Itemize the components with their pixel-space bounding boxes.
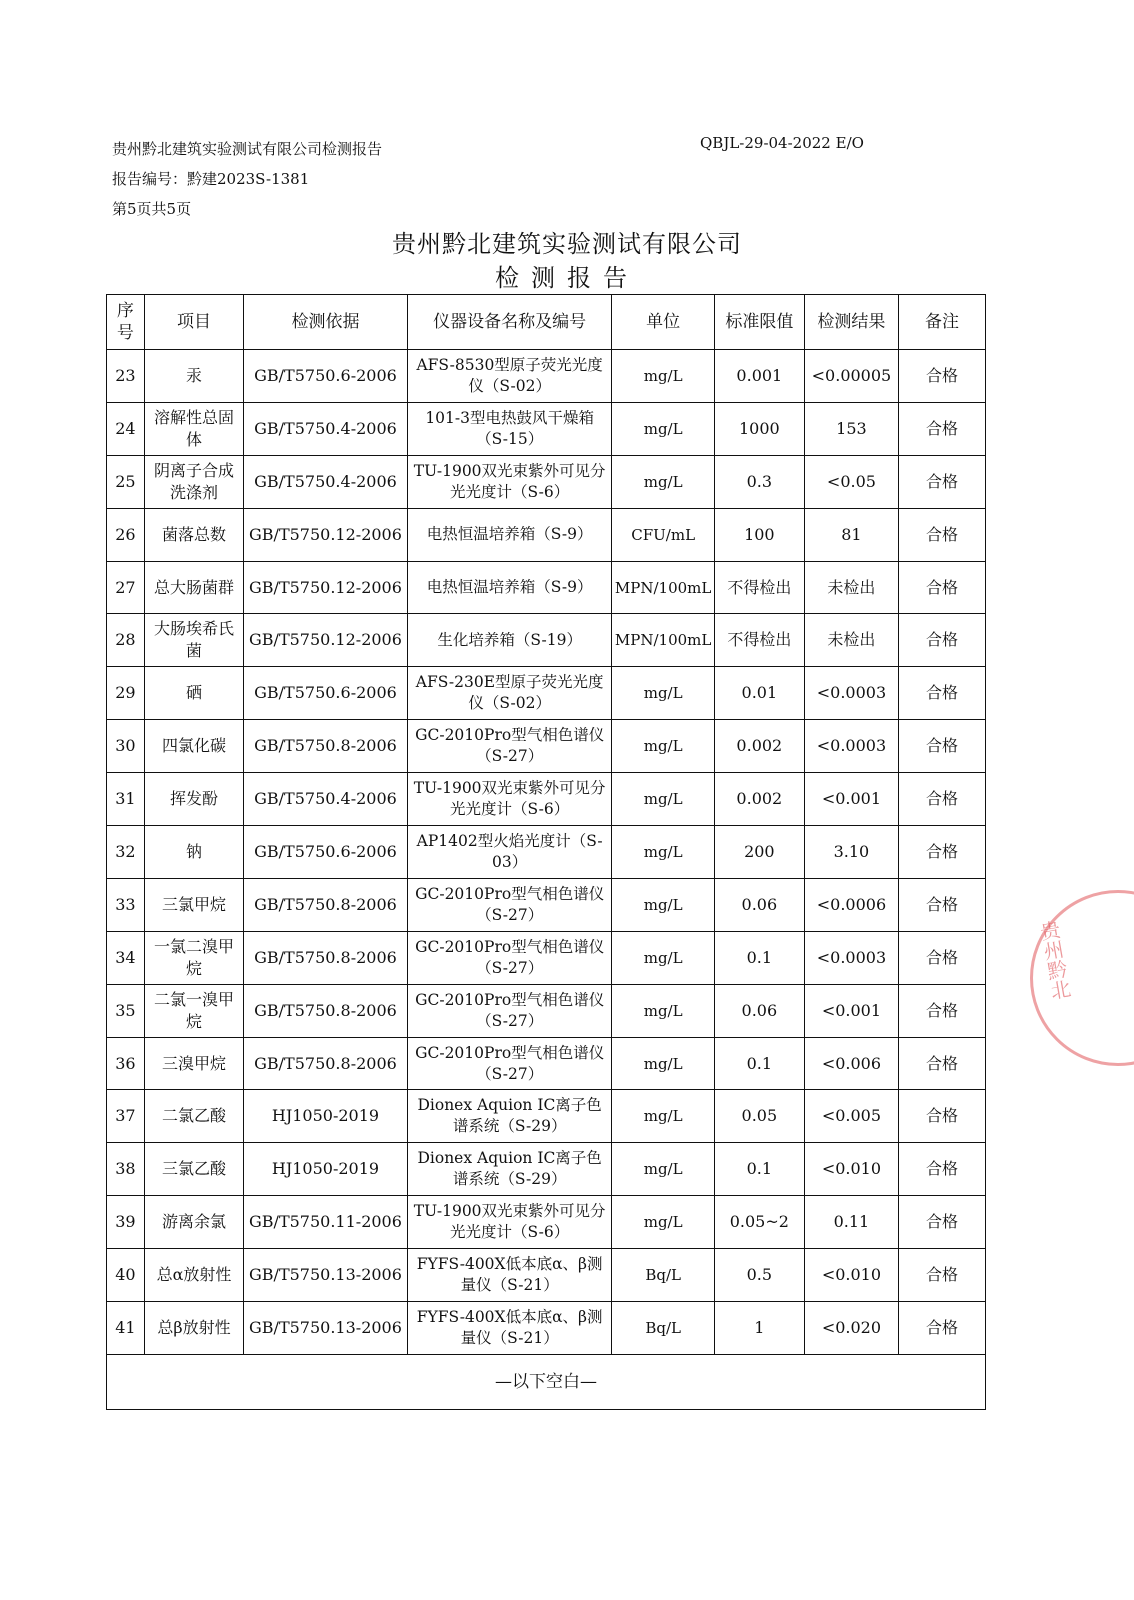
cell-equipment: FYFS-400X低本底α、β测量仪（S-21） xyxy=(407,1302,612,1355)
cell-remark: 合格 xyxy=(899,1249,986,1302)
cell-standard: GB/T5750.12-2006 xyxy=(244,508,408,561)
cell-result: <0.0003 xyxy=(804,720,898,773)
cell-limit: 0.1 xyxy=(714,931,804,984)
cell-standard: GB/T5750.11-2006 xyxy=(244,1196,408,1249)
cell-equipment: FYFS-400X低本底α、β测量仪（S-21） xyxy=(407,1249,612,1302)
table-row xyxy=(107,720,986,773)
cell-item: 总α放射性 xyxy=(144,1249,243,1302)
header-limit: 标准限值 xyxy=(714,295,804,350)
cell-unit: mg/L xyxy=(612,667,714,720)
cell-remark: 合格 xyxy=(899,720,986,773)
cell-no: 31 xyxy=(107,773,145,826)
cell-no: 25 xyxy=(107,455,145,508)
header-standard: 检测依据 xyxy=(244,295,408,350)
cell-unit: MPN/100mL xyxy=(612,561,714,614)
cell-item: 三氯乙酸 xyxy=(144,1143,243,1196)
cell-no: 40 xyxy=(107,1249,145,1302)
blank-below-note: —以下空白— xyxy=(107,1354,986,1409)
cell-item: 三氯甲烷 xyxy=(144,878,243,931)
cell-item: 溶解性总固体 xyxy=(144,402,243,455)
cell-remark: 合格 xyxy=(899,561,986,614)
table-row xyxy=(107,1090,986,1143)
cell-result: <0.010 xyxy=(804,1143,898,1196)
table-row xyxy=(107,1037,986,1090)
cell-result: <0.001 xyxy=(804,984,898,1037)
test-results-table xyxy=(106,294,986,1410)
cell-limit: 0.06 xyxy=(714,984,804,1037)
cell-item: 挥发酚 xyxy=(144,773,243,826)
cell-no: 34 xyxy=(107,931,145,984)
cell-limit: 100 xyxy=(714,508,804,561)
cell-no: 41 xyxy=(107,1302,145,1355)
cell-result: <0.005 xyxy=(804,1090,898,1143)
table-row xyxy=(107,350,986,403)
form-code: QBJL-29-04-2022 E/O xyxy=(700,134,864,152)
cell-limit: 0.001 xyxy=(714,350,804,403)
table-row xyxy=(107,1196,986,1249)
cell-item: 四氯化碳 xyxy=(144,720,243,773)
cell-equipment: GC-2010Pro型气相色谱仪（S-27） xyxy=(407,1037,612,1090)
cell-standard: GB/T5750.8-2006 xyxy=(244,720,408,773)
cell-remark: 合格 xyxy=(899,931,986,984)
cell-result: 未检出 xyxy=(804,561,898,614)
cell-remark: 合格 xyxy=(899,350,986,403)
cell-remark: 合格 xyxy=(899,402,986,455)
cell-equipment: 生化培养箱（S-19） xyxy=(407,614,612,667)
cell-equipment: Dionex Aquion IC离子色谱系统（S-29） xyxy=(407,1143,612,1196)
cell-item: 二氯一溴甲烷 xyxy=(144,984,243,1037)
table-row xyxy=(107,878,986,931)
cell-limit: 200 xyxy=(714,826,804,879)
cell-unit: mg/L xyxy=(612,1196,714,1249)
table-row xyxy=(107,667,986,720)
cell-unit: MPN/100mL xyxy=(612,614,714,667)
cell-limit: 不得检出 xyxy=(714,561,804,614)
cell-equipment: TU-1900双光束紫外可见分光光度计（S-6） xyxy=(407,773,612,826)
cell-limit: 0.1 xyxy=(714,1143,804,1196)
cell-result: 153 xyxy=(804,402,898,455)
cell-remark: 合格 xyxy=(899,1302,986,1355)
cell-result: 81 xyxy=(804,508,898,561)
cell-result: <0.0003 xyxy=(804,931,898,984)
cell-remark: 合格 xyxy=(899,1037,986,1090)
cell-equipment: AFS-230E型原子荧光光度仪（S-02） xyxy=(407,667,612,720)
cell-no: 37 xyxy=(107,1090,145,1143)
cell-unit: mg/L xyxy=(612,402,714,455)
cell-remark: 合格 xyxy=(899,826,986,879)
cell-no: 33 xyxy=(107,878,145,931)
cell-standard: GB/T5750.12-2006 xyxy=(244,614,408,667)
cell-equipment: AP1402型火焰光度计（S-03） xyxy=(407,826,612,879)
cell-item: 一氯二溴甲烷 xyxy=(144,931,243,984)
cell-limit: 0.1 xyxy=(714,1037,804,1090)
cell-unit: CFU/mL xyxy=(612,508,714,561)
cell-result: 未检出 xyxy=(804,614,898,667)
cell-no: 26 xyxy=(107,508,145,561)
cell-standard: GB/T5750.12-2006 xyxy=(244,561,408,614)
cell-equipment: 101-3型电热鼓风干燥箱（S-15） xyxy=(407,402,612,455)
cell-limit: 0.002 xyxy=(714,773,804,826)
table-row xyxy=(107,455,986,508)
cell-limit: 0.06 xyxy=(714,878,804,931)
cell-standard: GB/T5750.6-2006 xyxy=(244,667,408,720)
cell-standard: GB/T5750.8-2006 xyxy=(244,931,408,984)
cell-result: <0.001 xyxy=(804,773,898,826)
cell-remark: 合格 xyxy=(899,984,986,1037)
cell-unit: mg/L xyxy=(612,878,714,931)
cell-remark: 合格 xyxy=(899,773,986,826)
table-row xyxy=(107,826,986,879)
header-equipment: 仪器设备名称及编号 xyxy=(407,295,612,350)
cell-unit: Bq/L xyxy=(612,1249,714,1302)
cell-item: 阴离子合成洗涤剂 xyxy=(144,455,243,508)
cell-remark: 合格 xyxy=(899,508,986,561)
report-company-line: 贵州黔北建筑实验测试有限公司检测报告 xyxy=(112,140,383,158)
cell-item: 大肠埃希氏菌 xyxy=(144,614,243,667)
cell-remark: 合格 xyxy=(899,1196,986,1249)
table-row xyxy=(107,984,986,1037)
cell-item: 总大肠菌群 xyxy=(144,561,243,614)
report-number: 报告编号：黔建2023S-1381 xyxy=(112,170,310,188)
cell-equipment: GC-2010Pro型气相色谱仪（S-27） xyxy=(407,931,612,984)
cell-equipment: Dionex Aquion IC离子色谱系统（S-29） xyxy=(407,1090,612,1143)
cell-no: 24 xyxy=(107,402,145,455)
cell-standard: GB/T5750.4-2006 xyxy=(244,455,408,508)
cell-no: 36 xyxy=(107,1037,145,1090)
cell-no: 30 xyxy=(107,720,145,773)
cell-remark: 合格 xyxy=(899,667,986,720)
cell-no: 27 xyxy=(107,561,145,614)
cell-standard: GB/T5750.8-2006 xyxy=(244,984,408,1037)
cell-no: 29 xyxy=(107,667,145,720)
cell-item: 游离余氯 xyxy=(144,1196,243,1249)
cell-unit: mg/L xyxy=(612,1143,714,1196)
cell-result: <0.0006 xyxy=(804,878,898,931)
cell-unit: Bq/L xyxy=(612,1302,714,1355)
document-title: 检测报告 xyxy=(495,264,639,292)
cell-unit: mg/L xyxy=(612,455,714,508)
cell-standard: GB/T5750.6-2006 xyxy=(244,350,408,403)
cell-limit: 0.3 xyxy=(714,455,804,508)
cell-item: 硒 xyxy=(144,667,243,720)
header-unit: 单位 xyxy=(612,295,714,350)
table-header-row xyxy=(107,295,986,350)
cell-equipment: GC-2010Pro型气相色谱仪（S-27） xyxy=(407,984,612,1037)
table-row xyxy=(107,508,986,561)
seal-text: 贵州黔北 xyxy=(1035,918,1073,1002)
cell-limit: 0.05~2 xyxy=(714,1196,804,1249)
cell-limit: 1000 xyxy=(714,402,804,455)
cell-standard: GB/T5750.13-2006 xyxy=(244,1249,408,1302)
cell-equipment: 电热恒温培养箱（S-9） xyxy=(407,561,612,614)
cell-equipment: GC-2010Pro型气相色谱仪（S-27） xyxy=(407,720,612,773)
cell-limit: 不得检出 xyxy=(714,614,804,667)
cell-result: 0.11 xyxy=(804,1196,898,1249)
cell-equipment: GC-2010Pro型气相色谱仪（S-27） xyxy=(407,878,612,931)
page-indicator: 第5页共5页 xyxy=(112,200,192,218)
cell-unit: mg/L xyxy=(612,984,714,1037)
cell-unit: mg/L xyxy=(612,826,714,879)
cell-standard: GB/T5750.4-2006 xyxy=(244,773,408,826)
table-row xyxy=(107,614,986,667)
cell-result: <0.05 xyxy=(804,455,898,508)
cell-no: 28 xyxy=(107,614,145,667)
cell-limit: 0.01 xyxy=(714,667,804,720)
cell-equipment: TU-1900双光束紫外可见分光光度计（S-6） xyxy=(407,455,612,508)
cell-item: 总β放射性 xyxy=(144,1302,243,1355)
table-row xyxy=(107,1143,986,1196)
cell-result: <0.006 xyxy=(804,1037,898,1090)
cell-unit: mg/L xyxy=(612,931,714,984)
cell-no: 35 xyxy=(107,984,145,1037)
cell-unit: mg/L xyxy=(612,720,714,773)
cell-equipment: TU-1900双光束紫外可见分光光度计（S-6） xyxy=(407,1196,612,1249)
cell-standard: GB/T5750.8-2006 xyxy=(244,878,408,931)
table-row xyxy=(107,1302,986,1355)
cell-standard: GB/T5750.8-2006 xyxy=(244,1037,408,1090)
cell-remark: 合格 xyxy=(899,1143,986,1196)
cell-equipment: AFS-8530型原子荧光光度仪（S-02） xyxy=(407,350,612,403)
cell-remark: 合格 xyxy=(899,455,986,508)
table-row xyxy=(107,931,986,984)
cell-item: 二氯乙酸 xyxy=(144,1090,243,1143)
cell-standard: GB/T5750.13-2006 xyxy=(244,1302,408,1355)
header-remark: 备注 xyxy=(899,295,986,350)
header-item: 项目 xyxy=(144,295,243,350)
header-result: 检测结果 xyxy=(804,295,898,350)
cell-unit: mg/L xyxy=(612,1037,714,1090)
cell-result: <0.020 xyxy=(804,1302,898,1355)
cell-no: 32 xyxy=(107,826,145,879)
cell-standard: GB/T5750.4-2006 xyxy=(244,402,408,455)
cell-result: <0.00005 xyxy=(804,350,898,403)
cell-no: 38 xyxy=(107,1143,145,1196)
table-row xyxy=(107,402,986,455)
company-title: 贵州黔北建筑实验测试有限公司 xyxy=(392,230,742,258)
cell-result: <0.010 xyxy=(804,1249,898,1302)
cell-result: <0.0003 xyxy=(804,667,898,720)
cell-limit: 0.002 xyxy=(714,720,804,773)
cell-unit: mg/L xyxy=(612,350,714,403)
cell-limit: 0.05 xyxy=(714,1090,804,1143)
table-row xyxy=(107,773,986,826)
cell-standard: HJ1050-2019 xyxy=(244,1143,408,1196)
table-row xyxy=(107,561,986,614)
cell-standard: GB/T5750.6-2006 xyxy=(244,826,408,879)
cell-equipment: 电热恒温培养箱（S-9） xyxy=(407,508,612,561)
cell-item: 三溴甲烷 xyxy=(144,1037,243,1090)
cell-item: 钠 xyxy=(144,826,243,879)
cell-limit: 1 xyxy=(714,1302,804,1355)
cell-unit: mg/L xyxy=(612,773,714,826)
cell-remark: 合格 xyxy=(899,878,986,931)
header-no: 序号 xyxy=(107,295,145,350)
cell-item: 汞 xyxy=(144,350,243,403)
table-row xyxy=(107,1249,986,1302)
cell-unit: mg/L xyxy=(612,1090,714,1143)
cell-remark: 合格 xyxy=(899,614,986,667)
cell-no: 39 xyxy=(107,1196,145,1249)
table-footer-row xyxy=(107,1354,986,1409)
cell-no: 23 xyxy=(107,350,145,403)
cell-limit: 0.5 xyxy=(714,1249,804,1302)
cell-item: 菌落总数 xyxy=(144,508,243,561)
cell-standard: HJ1050-2019 xyxy=(244,1090,408,1143)
cell-result: 3.10 xyxy=(804,826,898,879)
cell-remark: 合格 xyxy=(899,1090,986,1143)
